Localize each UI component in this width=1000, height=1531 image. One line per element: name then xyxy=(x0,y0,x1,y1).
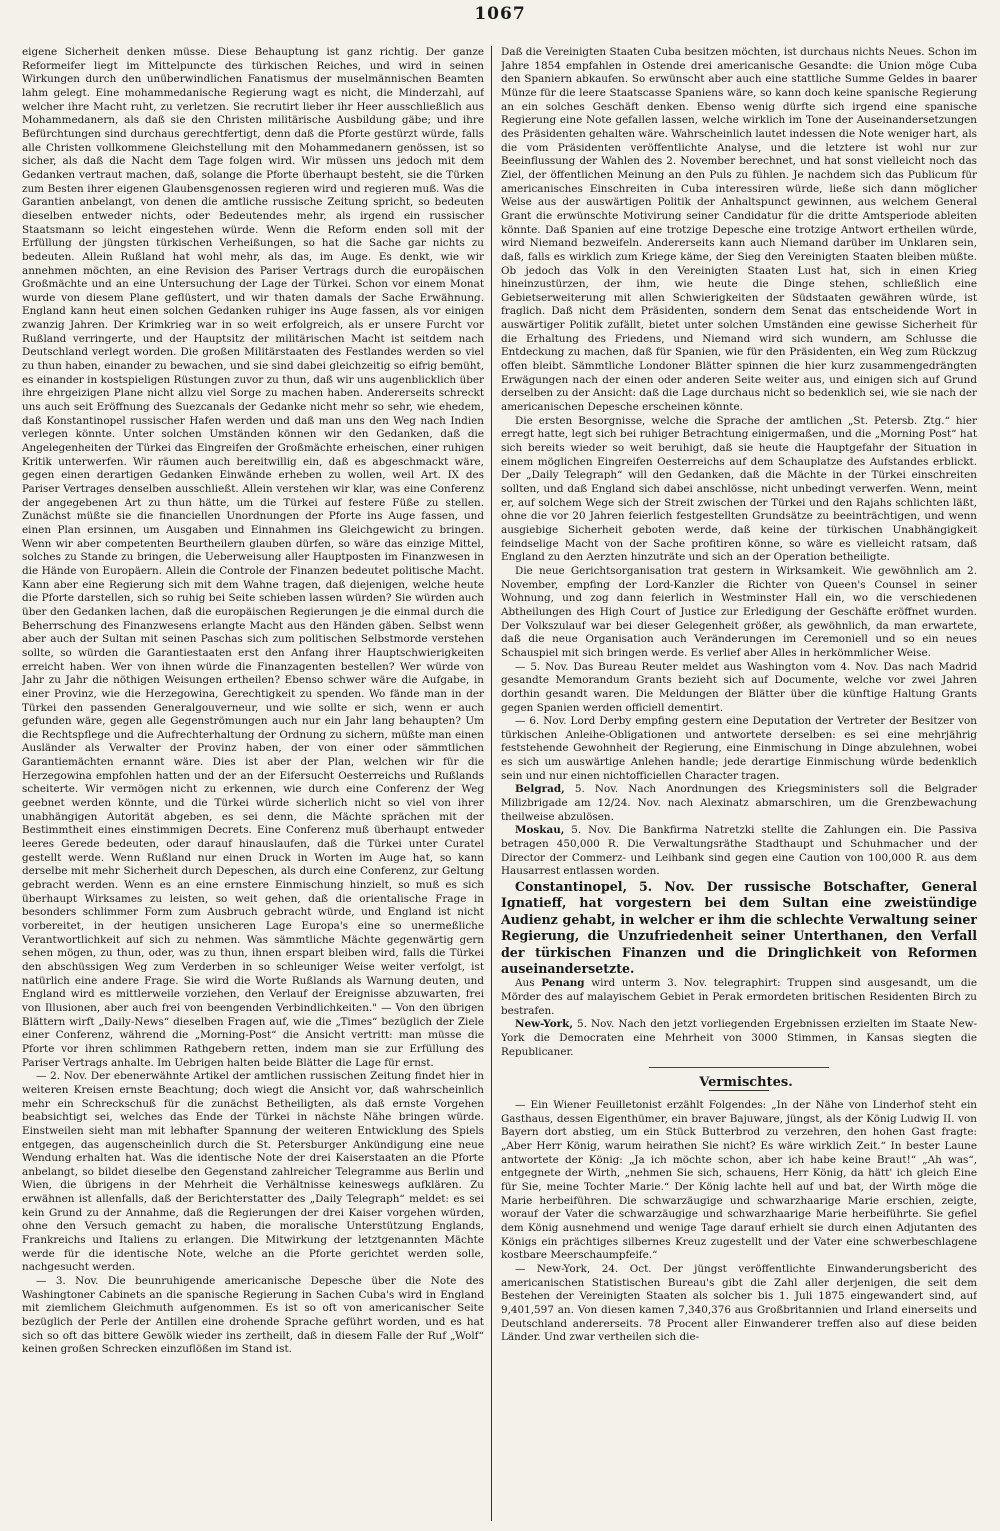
dateline-belgrad: Belgrad, xyxy=(515,783,565,796)
article-paragraph: — 5. Nov. Das Bureau Reuter meldet aus Washington vom 4. Nov. Das nach Madrid gesandte Memorandum Grants bezieht sich auf Documente, welche vor zwei Jahren dorthin gesandt waren. Die Meldungen der Blätter über die künftige Haltung Grants gegen Spanien werden officiell dementirt. xyxy=(501,660,977,714)
article-paragraph: — New-York, 24. Oct. Der jüngst veröffentlichte Einwanderungsbericht des americanischen Statistischen Bureau's gibt die Zahl aller derjenigen, die seit dem Bestehen der Vereinigten Staaten als solcher bis 1. Juli 1875 eingewandert sind, auf 9,401,597 an. Von diesen kamen 7,340,376 aus Großbritannien und Irland einerseits und Deutschland andererseits. 78 Procent aller Einwanderer treffen also auf diese beiden Länder. Und zwar vertheilen sich die- xyxy=(501,1262,977,1344)
section-divider xyxy=(649,1067,829,1068)
article-paragraph: — 6. Nov. Lord Derby empfing gestern eine Deputation der Vertreter der Besitzer von türkischen Anleihe-Obligationen und antwortete derselben: es sei eine mehrjährig feststehende Gewohnheit der Regierung, eine Einmischung in Dinge abzulehnen, wobei es sich um auswärtige Anlehen handle; jede derartige Einmischung würde bedenklich sein und nur einen nichtofficiellen Character tragen. xyxy=(501,715,977,782)
article-paragraph: Die neue Gerichtsorganisation trat gestern in Wirksamkeit. Wie gewöhnlich am 2. November, empfing der Lord-Kanzler die Richter von Queen's Counsel in seiner Wohnung, und zog dann feierlich in Westminster Hall ein, wo die verschiedenen Abtheilungen des High Court of Justice zur Erledigung der Geschäfte eröffnet wurden. Der Volkszulauf war bei dieser Gelegenheit größer, als gewöhnlich, da man erwartete, daß die neue Organisation auch Veränderungen im Ceremoniell und so ein neues Schauspiel mit sich bringen werde. Es verlief aber Alles in herkömmlicher Weise. xyxy=(501,564,977,659)
section-title: Vermischtes. xyxy=(699,1075,793,1091)
headline-constantinopel: Constantinopel, 5. Nov. Der russische Botschafter, General Ignatieff, hat vorgestern bei dem Sultan eine zweistündige Audienz gehabt, in welcher er ihm die schlechte Verwaltung seiner Regierung, die Unzufriedenheit seiner Unterthanen, den Verfall der türkischen Finanzen und die Dringlichkeit von Reformen auseinandersetzte. xyxy=(501,879,977,977)
dateline-penang: Penang xyxy=(541,977,585,990)
dispatch-belgrad: Belgrad, 5. Nov. Nach Anordnungen des Kriegsministers soll die Belgrader Milizbrigade am 12/24. Nov. nach Alexinatz abmarschiren, um die Grenzbewachung theilweise abzulösen. xyxy=(501,783,977,823)
article-paragraph: — Ein Wiener Feuilletonist erzählt Folgendes: „In der Nähe von Linderhof steht ein Gasthaus, dessen Eigenthümer, ein braver Bajuware, jüngst, als der König Ludwig II. von Bayern dort abstieg, um ein Stück Butterbrod zu verzehren, den hohen Gast fragte: „Aber Herr König, warum heirathen Sie nicht? Es wäre wirklich Zeit.“ In bester Laune antwortete der König: „Ja ich möchte schon, aber ich habe keine Braut!“ „Ah was“, entgegnete der Wirth, „nehmen Sie sich, schauens, Herr König, da hätt' ich gleich Eine für Sie, meine Tochter Marie.“ Der König lachte hell auf und bat, der Wirth möge die Marie herbeiführen. Die schwarzäugige und schwarzhaarige Marie erschien, zeigte, worauf der Vater die schwarzäugige und schwarzhaarige Marie herbeiführte. Sie gefiel dem König ausnehmend und wenige Tage darauf erhielt sie durch einen Adjutanten des Königs ein prächtiges silbernes Kreuz zugestellt und der Vater eine schwerbeschlagene kostbare Meerschaumpfeife.“ xyxy=(501,1099,977,1262)
dateline-newyork: New-York, xyxy=(515,1018,573,1031)
column-divider xyxy=(491,46,492,1521)
article-paragraph: — 3. Nov. Die beunruhigende americanische Depesche über die Note des Washingtoner Cabinets an die spanische Regierung in Sachen Cuba's wird in England mit ziemlichem Gleichmuth aufgenommen. Es ist so oft von americanischer Seite bezüglich der Perle der Antillen eine drohende Sprache geführt worden, und es hat sich so oft das bittere Gewölk wieder ins zertheilt, daß in diesem Falle der Ruf „Wolf“ keinen großen Schrecken einzuflößen im Stand ist. xyxy=(22,1275,484,1356)
article-paragraph: Die ersten Besorgnisse, welche die Sprache der amtlichen „St. Petersb. Ztg.“ hier erregt hatte, legt sich bei ruhiger Betrachtung einigermaßen, und die „Morning Post“ hat sich bereits wieder so weit beruhigt, daß sie heute die Hauptgefahr der Situation in einem möglichen Eingreifen Oesterreichs auf dem Schauplatze des Aufstandes erblickt. Der „Daily Telegraph“ will den Gedanken, daß die Mächte in der Türkei einschreiten sollten, und daß England sich dabei anschlösse, nicht unbedingt verwerfen. Wenn, meint er, auf solchem Wege sich der Streit zwischen der Türkei und den Rajahs schlichten läßt, ohne die vor 20 Jahren feierlich festgestellten Grundsätze zu beeinträchtigen, und wenn ausgiebige Sicherheit geboten werde, daß keine der türkischen Unabhängigkeit feindselige Macht von der Sache profitiren könne, so wäre es vielleicht ratsam, daß England zu den Aerzten hinzuträte und sich an der Operation betheiligte. xyxy=(501,414,977,564)
right-column xyxy=(501,46,977,1526)
article-paragraph: Daß die Vereinigten Staaten Cuba besitzen möchten, ist durchaus nichts Neues. Schon im Jahre 1854 empfahlen in Ostende drei americanische Gesandte: die Union möge Cuba den Spaniern abkaufen. So erwünscht aber auch eine stattliche Summe Geldes in baarer Münze für die leere Staatscasse Spaniens wäre, so kann doch keine spanische Regierung an ein solches Geschäft denken. Ebenso wenig dürfte sich irgend eine spanische Regierung eine Note gefallen lassen, welche wirklich im Tone der Auseinandersetzungen des Präsidenten gehalten wäre. Wahrscheinlich lautet indessen die Note weniger hart, als die vom Präsidenten veröffentlichte Analyse, und die letztere ist wohl nur zur Beeinflussung der Wahlen des 2. November berechnet, und hat sonst vielleicht noch das Ziel, der öffentlichen Meinung an den Puls zu fühlen. Je nachdem sich das Publicum für americanisches Einschreiten in Cuba interessiren würde, ließe sich dann möglicher Weise aus der auswärtigen Politik der Anhaltspunct gewinnen, aus welchem General Grant die erwünschte Motivirung seiner Candidatur für die dritte Amtsperiode ableiten könnte. Daß Spanien auf eine trotzige Depesche eine trotzige Antwort ertheilen würde, wird Niemand bezweifeln. Andererseits kann auch Niemand darüber im Unklaren sein, daß, falls es wirklich zum Kriege käme, der Sieg den Vereinigten Staaten bleiben müßte. Ob jedoch das Volk in den Vereinigten Staaten Lust hat, sich in einen Krieg hineinzustürzen, der ihm, wie heute die Dinge stehen, schließlich eine Gebietserweiterung mit allen Schwierigkeiten der Südstaaten gewähren würde, ist fraglich. Daß nicht dem Präsidenten, sondern dem Senat das entscheidende Wort in auswärtiger Politik zufällt, bietet unter solchen Umständen eine gewisse Sicherheit für die Erhaltung des Friedens, und Niemand wird sich wundern, am Schlusse die Entdeckung zu machen, daß für Spanien, wie für den Präsidenten, ein Weg zum Rückzug offen bleibt. Sämmtliche Londoner Blätter spinnen die hier kurz zusammengedrängten Erwägungen nach der einen oder anderen Seite weiter aus, und einigen sich auf Grund derselben zu der Ansicht: daß die Lage durchaus nicht so bedenklich sei, wie sie nach der americanischen Depesche erscheinen könnte. xyxy=(501,46,977,414)
section-title-rule xyxy=(709,1090,769,1091)
dispatch-newyork: New-York, 5. Nov. Nach den jetzt vorliegenden Ergebnissen erzielten im Staate New-York die Democraten eine Mehrheit von 3000 Stimmen, in Kansas siegten die Republicaner. xyxy=(501,1018,977,1058)
article-paragraph: eigene Sicherheit denken müsse. Diese Behauptung ist ganz richtig. Der ganze Reformeifer liegt im Mittelpuncte des türkischen Reiches, und wird in seinen Wirkungen durch den unüberwindlichen Fanatismus der muselmännischen Beamten lahm gelegt. Eine mohammedanische Regierung wagt es nicht, die Minderzahl, auf welcher ihre Macht ruht, zu verletzen. Sie recrutirt lieber ihr Heer ausschließlich aus Mohammedanern, als daß sie den Christen militärische Ausbildung gäbe; und ihre Befürchtungen sind durchaus gerechtfertigt, denn daß die Pforte gestürzt würde, falls alle Christen vollkommene Gleichstellung mit den Mohammedanern genössen, ist so sicher, als daß die Nacht dem Tage folgen wird. Wir müssen uns jedoch mit dem Gedanken vertraut machen, daß, solange die Pforte überhaupt besteht, sie die Türken zum Besten ihrer eigenen Glaubensgenossen regieren wird und regieren muß. Was die Garantien anbelangt, von denen die amtliche russische Zeitung spricht, so bedeuten dieselben entweder nichts, oder Bedeutendes mehr, als irgend ein russischer Staatsmann so leicht eingestehen würde. Wenn die Reform enden soll mit der Erfüllung der jüngsten türkischen Verheißungen, so hat die Sache gar nichts zu bedeuten. Allein Rußland hat wohl mehr, als das, im Auge. Es denkt, wie wir annehmen möchten, an eine Revision des Pariser Vertrags durch die europäischen Großmächte und an eine Untersuchung der Lage der Türkei. Schon vor einem Monat wurde von diesem Plane geflüstert, und wir thaten damals der Sache Erwähnung. England kann heut einen solchen Gedanken ruhiger ins Auge fassen, als vor einigen zwanzig Jahren. Der Krimkrieg war in so weit erfolgreich, als er unsere Furcht vor Rußland verringerte, und der Hauptsitz der militärischen Macht ist seitdem nach Deutschland verlegt worden. Die großen Militärstaaten des Festlandes werden so viel zu thun haben, einander zu bewachen, und sie sind dabei gleichzeitig so eifrig bemüht, es einander in kostspieligen Rüstungen zuvor zu thun, daß wir uns augenblicklich über ihre ehrgeizigen Plane nicht allzu viel Sorge zu machen haben. Andererseits schreckt uns auch seit Eröffnung des Suezcanals der Gedanke nicht mehr so sehr, wie ehedem, daß Konstantinopel russischer Hafen werden und daß man uns den Weg nach Indien verlegen könnte. Unter solchen Umständen können wir den Gedanken, daß die Angelegenheiten der Türkei das Eingreifen der Großmächte erheischen, einer ruhigen Kritik unterwerfen. Wir räumen auch bereitwillig ein, daß es abgeschmackt wäre, gegen einen derartigen Gedanken Einwände erheben zu wollen, weil Art. IX des Pariser Vertrages denselben ausschließt. Allein verstehen wir klar, was eine Conferenz der angegebenen Art zu thun hätte, um die Türkei auf festere Füße zu stellen. Zunächst müßte sie die financiellen Unordnungen der Pforte ins Auge fassen, und einen Plan ersinnen, um Ausgaben und Einnahmen ins Gleichgewicht zu bringen. Wenn wir aber competenten Beurtheilern glauben dürfen, so wäre das einzige Mittel, solches zu Stande zu bringen, die Ueberweisung aller Hauptposten im Finanzwesen in die Hände von Europäern. Allein die Controle der Finanzen bedeutet politische Macht. Kann aber eine Regierung sich mit dem Wahne tragen, daß diejenigen, welche heute die Pforte darstellen, sich so ruhig bei Seite schieben lassen würden? Sie würden auch über den Gedanken lachen, daß die europäischen Regierungen je die einmal durch die Beherrschung des Finanzwesens erlangte Macht aus den Händen gäben. Selbst wenn aber auch der Sultan mit seinen Paschas sich zum politischen Selbstmorde verstehen sollte, so würden die Garantiestaaten erst den Anfang ihrer Hauptschwierigkeiten erreicht haben. Wer von ihnen würde die Finanzagenten bestellen? Wer würde von Jahr zu Jahr die nöthigen Weisungen ertheilen? Ebenso schwer wäre die Aufgabe, in einer Provinz, wie die Herzegowina, Gerechtigkeit zu spenden. Wo fände man in der Türkei den passenden Generalgouverneur, und wie sollte er sich, wenn er auch gefunden wäre, gegen alle Gegenströmungen auch nur ein Jahr lang behaupten? Um die Rechtspflege und die Aufrechterhaltung der Ordnung zu sichern, müßte man einen Ausländer als Verwalter der Provinz haben, der von einer oder sämmtlichen Garantiemächten ernannt wäre. Dies ist aber der Plan, welchen wir für die Herzegowina empfohlen hatten und der an der Eifersucht Oesterreichs und Rußlands scheiterte. Wir vermögen nicht zu erkennen, wie durch eine Conferenz der Weg geebnet werden könnte, und die Türkei würde sicherlich nicht so viel von ihrer unabhängigen Autorität abgeben, es sei denn, die Mächte sprächen mit der Bestimmtheit eines einstimmigen Decrets. Eine Conferenz muß überhaupt entweder leeres Gerede bedeuten, oder darauf hinauslaufen, daß die Türkei unter Curatel gestellt werde. Wenn Rußland nur einen Druck in Worten im Auge hat, so kann derselbe mit mehr Sicherheit durch Depeschen, als durch eine Conferenz, zur Geltung gebracht werden. Wenn es an eine ernstere Einmischung hinzielt, so muß es sich überhaupt Wirksames zu leisten, so weit gehen, daß die orientalische Frage in besonders schlimmer Form zum Ausbruch gebracht würde, und England ist nicht vorbereitet, in der heutigen unsicheren Lage Europa's eine so unermeßliche Verantwortlichkeit auf sich zu nehmen. Was sämmtliche Mächte gegenwärtig gern sehen mögen, zu thun, oder, was zu thun, ihnen erspart bleiben wird, falls die Türkei den abschüssigen Weg zum Verderben in so schleuniger Weise weiter verfolgt, ist natürlich eine andere Frage. Sie wird die Worte Rußlands als Warnung deuten, und England wird es mittlerweile vorziehen, den Verlauf der Ereignisse abzuwarten, frei von Illusionen, aber auch frei von beengenden Verbindlichkeiten." — Von den übrigen Blättern wirft „Daily-News“ dieselben Fragen auf, wie die „Times“ bezüglich der Ziele einer Conferenz, während die „Morning-Post“ die Ansicht vertritt: man müsse die Pforte vor ihren schlimmen Rathgebern retten, indem man sie zur Erfüllung des Pariser Vertrags anhalte. Im Uebrigen halten beide Blätter die Lage für ernst. xyxy=(22,46,484,1069)
left-column xyxy=(22,46,484,1526)
dateline-moskau: Moskau, xyxy=(515,824,565,837)
dispatch-moskau: Moskau, 5. Nov. Die Bankfirma Natretzki stellte die Zahlungen ein. Die Passiva betragen 450,000 R. Die Verwaltungsräthe Stadthaupt und Schuhmacher und der Director der Commerz- und Leihbank sind gegen eine Caution von 100,000 R. aus dem Hausarrest entlassen worden. xyxy=(501,824,977,878)
page-number: 1067 xyxy=(474,4,526,24)
article-paragraph: — 2. Nov. Der ebenerwähnte Artikel der amtlichen russischen Zeitung findet hier in weiteren Kreisen ernste Beachtung; doch wiegt die Ansicht vor, daß wahrscheinlich mehr ein Schreckschuß für die zunächst Betheiligten, als daß ernste Vorgehen beabsichtigt sei, welches das Ende der Türkei in nächste Nähe bringen würde. Einstweilen sieht man mit lebhafter Spannung der weiteren Entwicklung des Spiels entgegen, das augenscheinlich durch die St. Petersburger Ankündigung eine neue Wendung erhalten hat. Was die identische Note der drei Kaiserstaaten an die Pforte anbelangt, so bildet dieselbe den Gegenstand zahlreicher Telegramme aus Berlin und Wien, die übrigens in der Mehrheit die Verhältnisse keineswegs aufklären. Zu erwähnen ist allenfalls, daß der Berichterstatter des „Daily Telegraph“ meldet: es sei kein Grund zu der Annahme, daß die Regierungen der drei Kaiser vorgehen würden, ohne den Versuch gemacht zu haben, die moralische Unterstützung Englands, Frankreichs und Italiens zu erlangen. Die Mitwirkung der letztgenannten Mächte werde für die identische Note, welche an die Pforte gerichtet werden solle, nachgesucht werden. xyxy=(22,1070,484,1274)
dispatch-penang: Aus Penang wird unterm 3. Nov. telegraphirt: Truppen sind ausgesandt, um die Mörder des auf malayischem Gebiet in Perak ermordeten britischen Residenten Birch zu bestrafen. xyxy=(501,977,977,1017)
